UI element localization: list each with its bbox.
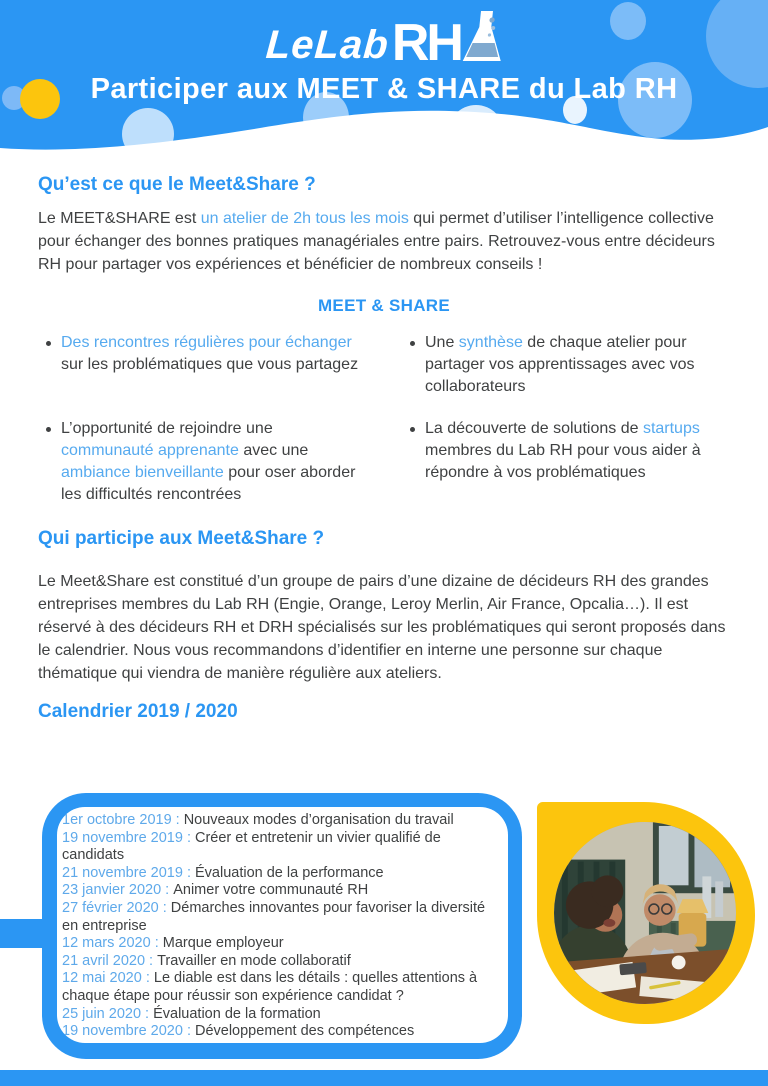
- bullet-text: synthèse: [458, 334, 523, 351]
- bullet-text: pour oser aborder les difficultés rencontrées: [61, 464, 356, 503]
- calendar-entry: [62, 953, 494, 971]
- calendar-entry: [62, 812, 494, 830]
- list-item: [46, 332, 366, 398]
- calendar-topic: Développement des compétences: [194, 1023, 415, 1040]
- meeting-photo: [554, 822, 736, 1004]
- body-content: [0, 174, 768, 723]
- section-heading-what: Qu’est ce que le Meet&Share ?: [38, 174, 316, 195]
- paragraph-what: [38, 207, 730, 276]
- calendar-date: 1er octobre 2019 :: [62, 812, 180, 828]
- bullet-text: sur les problématiques que vous partagez: [61, 356, 359, 373]
- calendar-date: 21 novembre 2019 :: [62, 864, 191, 881]
- calendar-entry: [62, 882, 494, 900]
- calendar-topic: Créer et entretenir un vivier qualifié de candidats: [62, 829, 441, 864]
- section-heading-who: Qui participe aux Meet&Share ?: [38, 528, 325, 549]
- bullet-text: membres du Lab RH pour vous aider à répondre à vos problématiques: [425, 442, 701, 481]
- bullet-text: startups: [642, 420, 700, 437]
- calendar-date: 19 novembre 2020 :: [62, 1023, 191, 1040]
- calendar-date: 12 mai 2020 :: [62, 970, 150, 987]
- calendar-entry: [62, 935, 494, 953]
- calendar-entry: [62, 1006, 494, 1024]
- list-item: [46, 418, 366, 506]
- calendar-topic: Évaluation de la formation: [153, 1005, 321, 1022]
- bullet-text: La découverte de solutions de: [425, 420, 643, 437]
- calendar-card-inner: [57, 807, 508, 1043]
- footer-bar: [0, 1070, 768, 1086]
- list-item: [410, 418, 730, 506]
- paragraph-what-highlight: un atelier de 2h tous les mois: [200, 210, 409, 227]
- bullet-dot: [46, 427, 51, 432]
- calendar-date: 12 mars 2020 :: [62, 935, 159, 952]
- calendar-topic: Le diable est dans les détails : quelles attentions à chaque étape pour réussir son expérience candidat ?: [62, 970, 478, 1004]
- paragraph-what-part2: qui permet d’utiliser l’intelligence collective pour échanger des bonnes pratiques managériales entre pairs. Retrouvez-vous entre décideurs RH pour partager vos expériences et bénéficier de nombreux conseils !: [38, 210, 715, 273]
- calendar-date: 21 avril 2020 :: [62, 952, 154, 969]
- calendar-entry: [62, 1023, 494, 1041]
- meet-share-heading: MEET & SHARE: [317, 296, 451, 315]
- bullet-text: L’opportunité de rejoindre une: [61, 420, 273, 437]
- calendar-topic: Démarches innovantes pour favoriser la diversité en entreprise: [62, 899, 486, 934]
- bullet-dot: [410, 427, 415, 432]
- calendar-date: 19 novembre 2019 :: [62, 829, 191, 846]
- bullet-text: de chaque atelier pour partager vos apprentissages avec vos collaborateurs: [425, 334, 695, 395]
- bullet-text: communauté apprenante: [61, 442, 239, 459]
- calendar-entry: [62, 900, 494, 935]
- wave-divider: [0, 98, 768, 160]
- section-heading-calendar: Calendrier 2019 / 2020: [38, 701, 238, 722]
- calendar-card: [42, 793, 522, 1059]
- calendar-entry: [62, 830, 494, 865]
- calendar-entry: [62, 865, 494, 883]
- hero-header: [0, 0, 768, 160]
- photo-blob: [537, 802, 755, 1024]
- paragraph-what-part1: Le MEET&SHARE est: [38, 210, 201, 227]
- bullet-text: ambiance bienveillante: [61, 464, 224, 481]
- bullet-text: Une: [425, 334, 459, 351]
- calendar-topic: Évaluation de la performance: [194, 864, 384, 881]
- calendar-topic: Travailler en mode collaboratif: [157, 952, 351, 969]
- lab-rh-logo: [0, 0, 768, 73]
- bullet-text: Des rencontres régulières pour échanger: [61, 334, 352, 351]
- benefits-list: [38, 332, 730, 506]
- logo-text-rh: RH: [391, 14, 461, 73]
- bullet-text: avec une: [238, 442, 309, 459]
- calendar-date: 23 janvier 2020 :: [62, 882, 170, 899]
- bullet-dot: [46, 341, 51, 346]
- flask-icon: [460, 11, 502, 65]
- list-item: [410, 332, 730, 398]
- page-title: Participer aux MEET & SHARE du Lab RH: [90, 73, 678, 105]
- calendar-entry: [62, 970, 494, 1005]
- calendar-topic: Marque employeur: [162, 935, 284, 952]
- calendar-topic: Animer votre communauté RH: [173, 882, 369, 899]
- paragraph-who: Le Meet&Share est constitué d’un groupe de pairs d’une dizaine de décideurs RH des grandes entreprises membres du Lab RH (Engie, Orange, Leroy Merlin, Air France, Opcalia…). Il est réservé à des décideurs RH et DRH spécialisés sur les problématiques qui seront proposés dans le calendrier. Nous vous recommandons d’identifier en interne une personne sur chaque thématique qui viendra de manière régulière aux ateliers.: [38, 573, 726, 682]
- calendar-zone: [0, 780, 768, 1070]
- calendar-topic: Nouveaux modes d’organisation du travail: [183, 812, 454, 828]
- calendar-date: 27 février 2020 :: [62, 899, 167, 916]
- logo-text-lelab: LeLab: [264, 23, 391, 67]
- bullet-dot: [410, 341, 415, 346]
- calendar-date: 25 juin 2020 :: [62, 1005, 150, 1022]
